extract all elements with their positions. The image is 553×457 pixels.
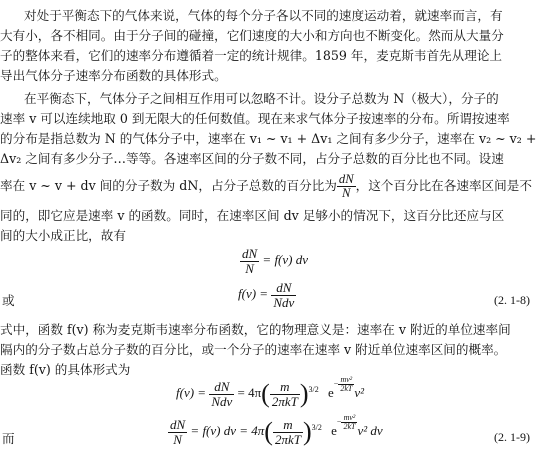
eq-c-inner-fraction	[270, 380, 300, 408]
eq-c-left-paren: (	[261, 379, 270, 409]
eq-a-rhs: = f(v) dv	[262, 252, 309, 268]
inline-fraction-denominator: N	[342, 186, 351, 200]
equation-number-2-1-9: (2. 1-9)	[494, 430, 530, 444]
eq-d-exp-denominator: 2kT	[343, 422, 356, 432]
eq-c-right-paren: )	[299, 379, 309, 409]
paragraph-3-line-1: 式中，函数 f(v) 称为麦克斯韦速率分布函数，它的物理意义是：速率在 v 附近的单位速率间	[0, 322, 511, 337]
eq-d-denominator: N	[173, 431, 182, 447]
paragraph-3-line-2: 隔内的分子数占总分子数的百分比，或一个分子的速率在速率 v 附近单位速率区间的概率。	[0, 342, 507, 357]
eq-d-power: 3/2	[311, 422, 322, 432]
paragraph-3-line-3: 函数 f(v) 的具体形式为	[0, 362, 131, 377]
equation-f-of-v	[238, 281, 296, 309]
eq-b-numerator: dN	[271, 281, 296, 296]
paragraph-1-line-1: 对处于平衡态下的气体来说，气体的每个分子各以不同的速度运动着，就速率而言，有	[24, 8, 503, 23]
eq-d-inner-fraction	[273, 418, 303, 446]
eq-c-exponent-fraction	[338, 376, 354, 394]
paragraph-2-line-5	[0, 170, 553, 202]
paragraph-1-line-2: 大有小，各不相同。由于分子间的碰撞，它们速度的大小和方向也不断变化。然而从大量分	[0, 28, 504, 43]
eq-c-exp-numerator: mv²	[338, 376, 354, 385]
eq-b-prefix: 或	[2, 293, 15, 308]
eq-c-exp-denominator: 2kT	[340, 384, 353, 394]
eq-c-power: 3/2	[308, 384, 319, 394]
equation-dN-over-N-maxwell	[168, 413, 383, 447]
equation-maxwell-distribution	[176, 375, 364, 409]
eq-d-tail: v² dv	[357, 423, 383, 439]
eq-c-fraction	[209, 380, 234, 408]
eq-b-lhs: f(v) =	[238, 286, 269, 302]
eq-d-numerator: dN	[170, 417, 186, 432]
eq-b-denominator: Ndv	[273, 294, 295, 310]
eq-c-exponent: − $\frac{\text{mv²}}{2kT}$	[333, 375, 353, 394]
eq-d-inner-numerator: m	[273, 418, 303, 433]
inline-fraction-dN-over-N	[337, 173, 356, 200]
eq-c-lhs: f(v) =	[176, 385, 207, 401]
eq-d-exponent: − $\frac{\text{mv²}}{2kT}$	[336, 413, 356, 432]
eq-d-inner-denominator: 2πkT	[274, 431, 301, 447]
line-5-text-b: ，这个百分比在各速率区间是不	[355, 178, 532, 193]
eq-b-fraction	[271, 281, 296, 309]
paragraph-2-line-6: 同的，即它应是速率 v 的函数。同时，在速率区间 dv 足够小的情况下，这百分比还应与区	[0, 208, 505, 223]
equation-number-2-1-8: (2. 1-8)	[494, 293, 530, 307]
eq-c-exp-base: e	[328, 385, 334, 401]
eq-d-fraction	[168, 418, 187, 446]
eq-c-tail: v²	[354, 385, 364, 401]
eq-a-fraction	[240, 247, 259, 275]
eq-d-exp-numerator: mv²	[341, 414, 357, 423]
eq-c-coef: = 4π	[237, 385, 262, 401]
eq-c-denominator: Ndv	[211, 393, 233, 409]
paragraph-2-line-3: 的分布是指总数为 N 的气体分子中，速率在 v₁ ~ v₁ + Δv₁ 之间有多少分子，速率在 v₂ ~ v₂ +	[0, 131, 537, 146]
paragraph-1-line-4: 导出气体分子速率分布函数的具体形式。	[0, 68, 227, 83]
equation-dN-over-N	[240, 247, 308, 275]
line-5-text-a: 率在 v ~ v + dv 间的分子数为 dN，占分子总数的百分比为	[0, 178, 337, 193]
eq-c-inner-denominator: 2πkT	[271, 393, 298, 409]
inline-fraction-numerator: dN	[338, 171, 354, 186]
eq-d-mid: = f(v) dv = 4π	[190, 423, 265, 439]
paragraph-2-line-7: 间的大小成正比，故有	[0, 228, 126, 243]
eq-d-prefix: 而	[2, 431, 15, 446]
eq-a-denominator: N	[245, 260, 254, 276]
eq-d-right-paren: )	[302, 417, 312, 447]
eq-d-left-paren: (	[264, 417, 273, 447]
paragraph-2-line-2: 速率 v 可以连续地取 0 到无限大的任何数值。现在来求气体分子按速率的分布。所谓按速率	[0, 111, 510, 126]
eq-a-numerator: dN	[242, 246, 258, 261]
eq-d-exponent-fraction	[341, 414, 357, 432]
paragraph-2-line-4: Δv₂ 之间有多少分子…等等。各速率区间的分子数不同，占分子总数的百分比也不同。设速	[0, 151, 504, 166]
paragraph-1-line-3: 子的整体来看，它们的速率分布遵循着一定的统计规律。1859 年，麦克斯韦首先从理论上	[0, 48, 503, 63]
eq-c-inner-numerator: m	[270, 380, 300, 395]
eq-d-exp-base: e	[331, 423, 337, 439]
paragraph-2-line-1: 在平衡态下，气体分子之间相互作用可以忽略不计。设分子总数为 N（极大），分子的	[24, 91, 499, 106]
eq-c-numerator: dN	[209, 380, 234, 395]
